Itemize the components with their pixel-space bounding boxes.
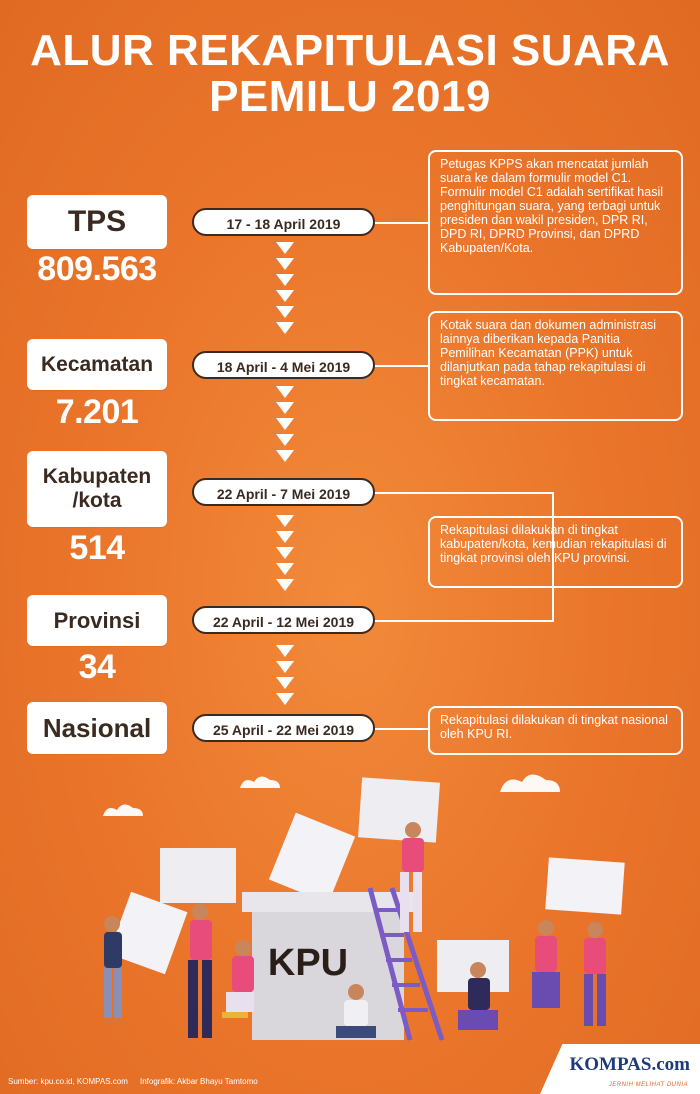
description-kabupaten-provinsi: Rekapitulasi dilakukan di tingkat kabupaten/kota, kemudian rekapitulasi di tingkat provinsi oleh KPU provinsi. xyxy=(428,516,683,588)
stage-label-provinsi: Provinsi xyxy=(53,607,141,633)
date-pill-kabupaten: 22 April - 7 Mei 2019 xyxy=(192,478,375,506)
ballot-box-label: KPU xyxy=(267,942,349,984)
paper-icon xyxy=(545,857,624,914)
connector-kecamatan xyxy=(375,365,428,367)
down-arrow-icon xyxy=(276,274,294,286)
cloud-icon xyxy=(500,774,560,792)
connector-kabupaten xyxy=(375,492,553,494)
kompas-logo[interactable]: KOMPAS.com xyxy=(569,1054,690,1075)
down-arrow-icon xyxy=(276,402,294,414)
stage-box-kabupaten xyxy=(27,451,167,527)
title-line-1: ALUR REKAPITULASI SUARA xyxy=(30,26,670,75)
footer-source: Sumber: kpu.co.id, KOMPAS.com xyxy=(8,1077,128,1086)
down-arrow-icon xyxy=(276,418,294,430)
date-pill-tps: 17 - 18 April 2019 xyxy=(192,208,375,236)
connector-tps xyxy=(375,222,428,224)
person-icon xyxy=(188,904,212,1038)
kompas-tagline: JERNIH MELIHAT DUNIA xyxy=(608,1082,688,1088)
stage-count-kabupaten: 514 xyxy=(69,529,125,567)
down-arrow-icon xyxy=(276,258,294,270)
arrows-tps-kecamatan xyxy=(274,242,296,338)
arrows-provinsi-nasional xyxy=(274,645,296,709)
description-kecamatan: Kotak suara dan dokumen administrasi lainnya diberikan kepada Panitia Pemilihan Kecamatan (PPK) untuk dilanjutkan pada tahap rekapitulasi di tingkat kecamatan. xyxy=(428,311,683,421)
down-arrow-icon xyxy=(276,434,294,446)
illustration-kpu-ballot xyxy=(0,760,700,1060)
down-arrow-icon xyxy=(276,450,294,462)
description-tps: Petugas KPPS akan mencatat jumlah suara ke dalam formulir model C1. Formulir model C1 adalah sertifikat hasil penghitungan suara, yang terbagi untuk presiden dan wakil presiden, DPR RI, DPD RI, DPRD Provinsi, dan DPRD Kabupaten/Kota. xyxy=(428,150,683,295)
person-icon xyxy=(584,922,606,1026)
stage-label-tps: TPS xyxy=(67,205,127,238)
stage-count-tps: 809.563 xyxy=(37,250,157,288)
arrows-kecamatan-kabupaten xyxy=(274,386,296,466)
stage-count-kecamatan: 7.201 xyxy=(55,393,139,431)
connector-provinsi xyxy=(375,620,554,622)
stage-label-kecamatan: Kecamatan xyxy=(40,352,154,376)
down-arrow-icon xyxy=(276,386,294,398)
paper-icon xyxy=(358,777,440,842)
page-title xyxy=(0,28,700,120)
footer-credit: Infografik: Akbar Bhayu Tamtomo xyxy=(140,1077,258,1086)
stage-count-provinsi: 34 xyxy=(78,648,116,686)
person-icon xyxy=(222,940,254,1018)
down-arrow-icon xyxy=(276,645,294,657)
down-arrow-icon xyxy=(276,531,294,543)
stage-label-kabupaten: Kabupaten /kota xyxy=(42,465,152,512)
date-pill-nasional: 25 April - 22 Mei 2019 xyxy=(192,714,375,742)
down-arrow-icon xyxy=(276,290,294,302)
down-arrow-icon xyxy=(276,563,294,575)
cloud-icon xyxy=(103,804,143,816)
person-icon xyxy=(532,920,560,1008)
down-arrow-icon xyxy=(276,306,294,318)
arrows-kabupaten-provinsi xyxy=(274,515,296,595)
stage-box-tps xyxy=(27,195,167,249)
paper-icon xyxy=(160,848,236,903)
stage-box-nasional xyxy=(27,702,167,754)
cloud-icon xyxy=(240,776,280,788)
connector-nasional xyxy=(375,728,428,730)
stage-box-provinsi xyxy=(27,595,167,646)
date-pill-provinsi: 22 April - 12 Mei 2019 xyxy=(192,606,375,634)
down-arrow-icon xyxy=(276,242,294,254)
stage-label-nasional: Nasional xyxy=(42,712,152,743)
down-arrow-icon xyxy=(276,547,294,559)
down-arrow-icon xyxy=(276,677,294,689)
paper-icon xyxy=(269,813,355,904)
title-line-2: PEMILU 2019 xyxy=(209,72,491,121)
down-arrow-icon xyxy=(276,661,294,673)
down-arrow-icon xyxy=(276,579,294,591)
description-nasional: Rekapitulasi dilakukan di tingkat nasional oleh KPU RI. xyxy=(428,706,683,755)
down-arrow-icon xyxy=(276,693,294,705)
stage-box-kecamatan xyxy=(27,339,167,390)
down-arrow-icon xyxy=(276,515,294,527)
date-pill-kecamatan: 18 April - 4 Mei 2019 xyxy=(192,351,375,379)
down-arrow-icon xyxy=(276,322,294,334)
